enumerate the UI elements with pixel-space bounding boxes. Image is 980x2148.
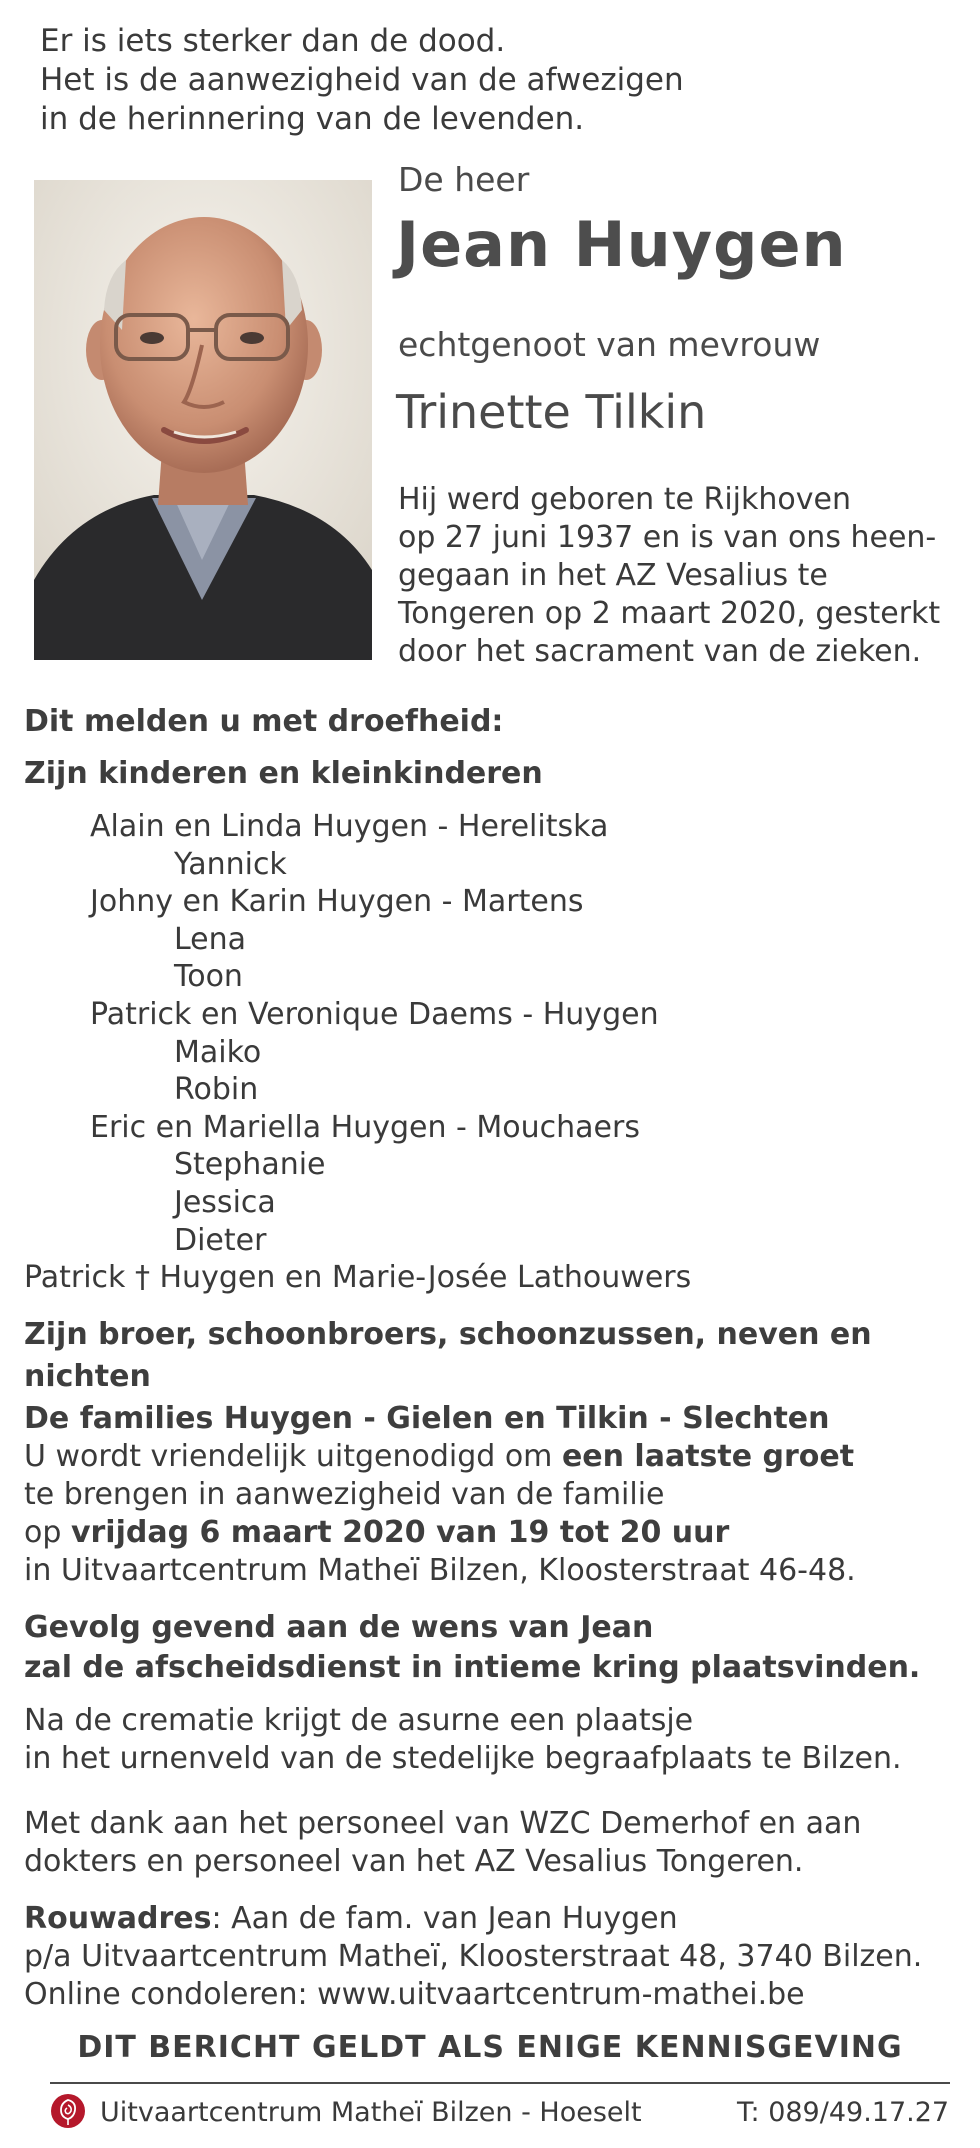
family-member: Patrick † Huygen en Marie-Josée Lathouwers (24, 1260, 692, 1296)
family-member: Jessica (174, 1184, 276, 1220)
deceased-name: Jean Huygen (396, 208, 847, 281)
thanks-note: Met dank aan het personeel van WZC Demerhof en aan dokters en personeel van het AZ Vesalius Tongeren. (24, 1806, 862, 1879)
children-heading: Zijn kinderen en kleinkinderen (24, 756, 543, 791)
family-member: Patrick en Veronique Daems - Huygen (90, 996, 659, 1032)
funeral-home-name: Uitvaartcentrum Matheï Bilzen - Hoeselt (100, 2097, 642, 2128)
farewell-invitation (24, 1438, 856, 1590)
deceased-title: De heer (398, 160, 530, 199)
family-member: Yannick (174, 846, 287, 882)
family-member: Lena (174, 921, 247, 957)
address-line1: : Aan de fam. van Jean Huygen (211, 1901, 678, 1936)
footer-divider (50, 2082, 950, 2084)
farewell-line2: te brengen in aanwezigheid van de familie (24, 1477, 665, 1512)
family-member: Johny en Karin Huygen - Martens (90, 884, 584, 920)
spouse-label: echtgenoot van mevrouw (398, 325, 821, 364)
address-block (24, 1900, 922, 2014)
family-member: Stephanie (174, 1147, 326, 1183)
family-list (24, 808, 691, 1297)
family-member: Alain en Linda Huygen - Herelitska (90, 809, 609, 844)
family-member: Robin (174, 1072, 259, 1108)
farewell-intro-bold: een laatste groet (561, 1439, 855, 1474)
condolence-link[interactable]: Online condoleren: www.uitvaartcentrum-mathei.be (24, 1977, 805, 2012)
address-label: Rouwadres (24, 1901, 212, 1936)
farewell-line3-pre: op (24, 1515, 71, 1550)
cremation-note: Na de crematie krijgt de asurne een plaatsje in het urnenveld van de stedelijke begraafplaats te Bilzen. (24, 1703, 902, 1776)
family-member: Toon (174, 959, 243, 995)
rose-icon (50, 2093, 86, 2129)
family-member: Dieter (174, 1222, 267, 1258)
biography: Hij werd geboren te Rijkhoven op 27 juni 1937 en is van ons heen- gegaan in het AZ Vesalius te Tongeren op 2 maart 2020, gesterkt door het sacrament van de zieken. (398, 482, 941, 669)
portrait-photo (34, 180, 372, 660)
notice-banner: DIT BERICHT GELDT ALS ENIGE KENNISGEVING (77, 2030, 903, 2065)
announce-heading: Dit melden u met droefheid: (24, 704, 504, 739)
address-line2: p/a Uitvaartcentrum Matheï, Kloosterstraat 48, 3740 Bilzen. (24, 1939, 923, 1974)
farewell-location: in Uitvaartcentrum Matheï Bilzen, Kloosterstraat 46-48. (24, 1553, 856, 1588)
wish-statement: Gevolg gevend aan de wens van Jean zal de afscheidsdienst in intieme kring plaatsvinden. (24, 1610, 921, 1685)
relatives-block: Zijn broer, schoonbroers, schoonzussen, neven en nichten De families Huygen - Gielen en Tilkin - Slechten (24, 1317, 872, 1436)
portrait-illustration (34, 180, 372, 660)
farewell-intro: U wordt vriendelijk uitgenodigd om (24, 1439, 562, 1474)
opening-quote: Er is iets sterker dan de dood. Het is de aanwezigheid van de afwezigen in de herinnering van de levenden. (40, 23, 684, 137)
spouse-name: Trinette Tilkin (396, 385, 707, 439)
family-member: Eric en Mariella Huygen - Mouchaers (90, 1109, 640, 1145)
funeral-home-phone: T: 089/49.17.27 (737, 2097, 950, 2128)
family-member: Maiko (174, 1034, 262, 1070)
farewell-date: vrijdag 6 maart 2020 van 19 tot 20 uur (70, 1515, 730, 1550)
